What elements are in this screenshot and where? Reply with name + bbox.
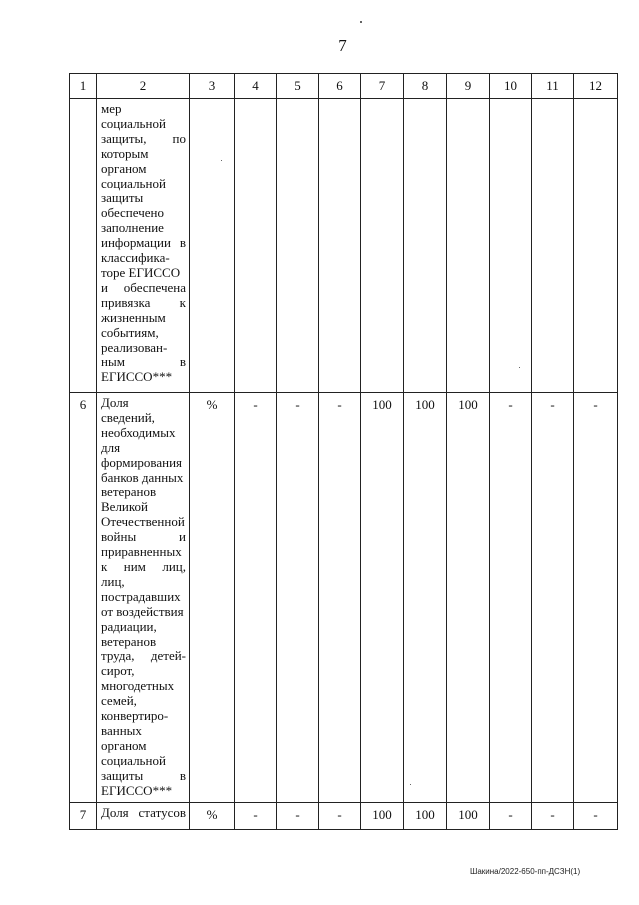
value-cell <box>490 99 532 393</box>
indicator-name-line: к ним лиц, <box>101 558 186 574</box>
value-cell: - <box>532 393 574 803</box>
indicator-name-line: ным в <box>101 354 186 370</box>
value-cell <box>319 99 361 393</box>
value-cell: - <box>319 393 361 803</box>
header-cell: 8 <box>404 74 447 99</box>
indicator-name-line: защиты, по <box>101 130 186 146</box>
value-cell: - <box>235 803 277 830</box>
indicator-name-line: радиации, <box>101 618 157 634</box>
value-cell: 100 <box>404 803 447 830</box>
indicator-name-line: событиям, <box>101 324 159 340</box>
indicator-name-line: банков данных <box>101 469 184 485</box>
header-cell: 10 <box>490 74 532 99</box>
indicator-name-line: торе ЕГИССО <box>101 264 181 280</box>
value-cell: 100 <box>447 803 490 830</box>
indicator-name-line: лиц, <box>101 573 125 589</box>
indicator-name-line: защиты в <box>101 767 186 783</box>
value-cell: 100 <box>361 803 404 830</box>
table-row <box>70 393 618 803</box>
header-cell: 11 <box>532 74 574 99</box>
value-cell: - <box>490 393 532 803</box>
indicator-name-line: сирот, <box>101 663 135 679</box>
header-cell: 12 <box>574 74 618 99</box>
indicator-name-line: ЕГИССО*** <box>101 782 173 798</box>
value-cell <box>361 99 404 393</box>
unit-cell: % <box>190 393 235 803</box>
indicator-name-line: семей, <box>101 693 137 709</box>
header-cell: 5 <box>277 74 319 99</box>
row-number: 6 <box>70 393 97 803</box>
unit-cell <box>190 99 235 393</box>
indicator-name-line: жизненным <box>101 309 166 325</box>
indicator-name-line: для <box>101 439 121 455</box>
indicator-name-line: социальной <box>101 752 166 768</box>
value-cell <box>447 99 490 393</box>
indicator-name-line: информации в <box>101 235 186 251</box>
indicator-name-line: заполнение <box>101 220 164 236</box>
table-header-row <box>70 74 618 99</box>
indicator-name-line: Доля статусов <box>101 805 186 820</box>
indicator-name-line: социальной <box>101 115 166 131</box>
value-cell <box>235 99 277 393</box>
indicator-name-line: формирования <box>101 454 183 470</box>
value-cell <box>404 99 447 393</box>
indicator-name-line: привязка к <box>101 294 186 310</box>
indicator-name-line: труда, детей- <box>101 648 186 664</box>
indicator-name-line: и обеспечена <box>101 279 186 295</box>
indicator-name-line: Великой <box>101 499 148 515</box>
indicator-name-line: ЕГИССО*** <box>101 369 173 385</box>
header-cell: 3 <box>190 74 235 99</box>
header-cell: 1 <box>70 74 97 99</box>
indicator-name-line: органом <box>101 737 147 753</box>
value-cell: 100 <box>447 393 490 803</box>
indicator-name-line: ветеранов <box>101 484 157 500</box>
indicator-name-line: защиты <box>101 190 144 206</box>
value-cell: - <box>574 803 618 830</box>
row-number <box>70 99 97 393</box>
indicator-name-line: ванных <box>101 722 142 738</box>
indicator-name-line: которым <box>101 145 149 161</box>
document-footer: Шакина/2022-650-пп-ДСЗН(1) <box>470 867 581 876</box>
indicator-table <box>69 73 618 830</box>
indicator-name-line: приравненных <box>101 544 182 560</box>
indicator-name-line: от воздействия <box>101 603 184 619</box>
value-cell: - <box>319 803 361 830</box>
indicator-name-line: социальной <box>101 175 166 191</box>
indicator-name-line: Доля <box>101 395 129 410</box>
indicator-name-line: войны и <box>101 529 186 545</box>
indicator-name-line: пострадавших <box>101 588 181 604</box>
indicator-name-line: Отечественной <box>101 514 185 530</box>
value-cell <box>532 99 574 393</box>
indicator-name-line: мер <box>101 101 122 116</box>
table-row <box>70 803 618 830</box>
page-number: 7 <box>338 36 347 55</box>
value-cell <box>574 99 618 393</box>
indicator-name-line: органом <box>101 160 147 176</box>
header-cell: 2 <box>97 74 190 99</box>
header-cell: 4 <box>235 74 277 99</box>
indicator-name-line: ветеранов <box>101 633 157 649</box>
value-cell: - <box>277 393 319 803</box>
value-cell: 100 <box>361 393 404 803</box>
scan-speck <box>360 21 362 23</box>
indicator-name <box>97 99 190 393</box>
indicator-name-line: сведений, <box>101 409 155 425</box>
unit-cell: % <box>190 803 235 830</box>
value-cell: 100 <box>404 393 447 803</box>
value-cell: - <box>574 393 618 803</box>
indicator-name-line: многодетных <box>101 678 175 694</box>
header-cell: 6 <box>319 74 361 99</box>
value-cell: - <box>532 803 574 830</box>
value-cell <box>277 99 319 393</box>
indicator-name-line: обеспечено <box>101 205 164 221</box>
header-cell: 7 <box>361 74 404 99</box>
value-cell: - <box>277 803 319 830</box>
value-cell: - <box>235 393 277 803</box>
indicator-name-line: реализован- <box>101 339 168 355</box>
indicator-name-line: классифика- <box>101 250 170 266</box>
indicator-name-line: конвертиро- <box>101 708 169 724</box>
row-number: 7 <box>70 803 97 830</box>
indicator-name <box>97 393 190 803</box>
indicator-name <box>97 803 190 830</box>
value-cell: - <box>490 803 532 830</box>
header-cell: 9 <box>447 74 490 99</box>
indicator-name-line: необходимых <box>101 424 176 440</box>
table-row <box>70 99 618 393</box>
